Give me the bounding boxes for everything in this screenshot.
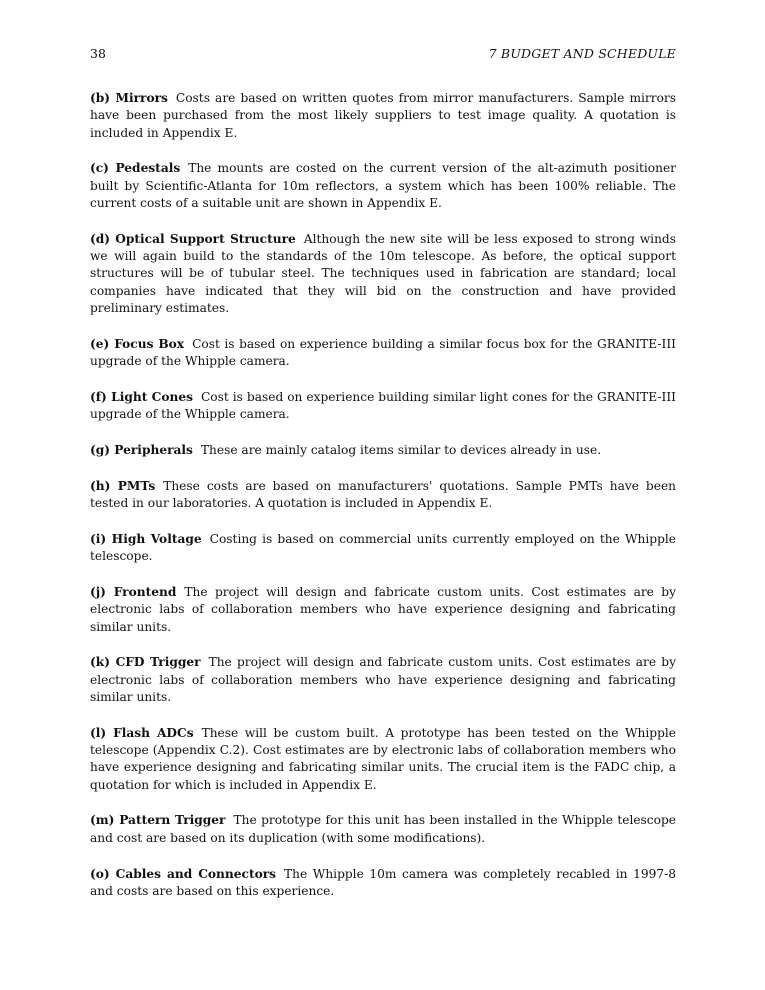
budget-items-list xyxy=(90,90,676,900)
item-text: The Whipple 10m camera was completely recabled in 1997-8 and costs are based on this experience. xyxy=(90,866,676,898)
item-label: (c) Pedestals xyxy=(90,161,181,176)
item-text: The project will design and fabricate custom units. Cost estimates are by electronic labs of collaboration members who have experience designing and fabricating similar units. xyxy=(90,584,676,634)
item-text: The prototype for this unit has been installed in the Whipple telescope and cost are based on its duplication (with some modifications). xyxy=(90,813,676,845)
budget-item-cables-and-connectors xyxy=(90,866,676,901)
budget-item-flash-adcs xyxy=(90,725,676,794)
budget-item-focus-box xyxy=(90,336,676,371)
budget-item-frontend xyxy=(90,584,676,636)
budget-item-pedestals xyxy=(90,160,676,212)
item-text: Although the new site will be less exposed to strong winds we will again build to the standards of the 10m telescope. As before, the optical support structures will be of tubular steel. The techniques used in fabrication are standard; local companies have indicated that they will bid on the construction and have provided preliminary estimates. xyxy=(90,231,676,315)
budget-item-high-voltage xyxy=(90,531,676,566)
item-label: (k) CFD Trigger xyxy=(90,655,201,670)
item-label: (d) Optical Support Structure xyxy=(90,231,296,246)
budget-item-cfd-trigger xyxy=(90,654,676,706)
item-text: Costs are based on written quotes from mirror manufacturers. Sample mirrors have been purchased from the most likely suppliers to test image quality. A quotation is included in Appendix E. xyxy=(90,91,676,140)
budget-item-pattern-trigger xyxy=(90,812,676,847)
budget-item-pmts xyxy=(90,478,676,513)
item-label: (l) Flash ADCs xyxy=(90,725,194,740)
budget-item-light-cones xyxy=(90,389,676,424)
item-text: The project will design and fabricate custom units. Cost estimates are by electronic labs of collaboration members who have experience designing and fabricating similar units. xyxy=(90,655,676,704)
budget-item-optical-support-structure xyxy=(90,231,676,317)
item-text: Cost is based on experience building a similar focus box for the GRANITE-III upgrade of the Whipple camera. xyxy=(90,336,676,369)
item-label: (o) Cables and Connectors xyxy=(90,866,276,881)
item-label: (g) Peripherals xyxy=(90,442,193,457)
item-label: (b) Mirrors xyxy=(90,91,168,105)
item-label: (h) PMTs xyxy=(90,478,156,493)
item-text: These are mainly catalog items similar to devices already in use. xyxy=(200,442,602,457)
item-text: These will be custom built. A prototype has been tested on the Whipple telescope (Appendix C.2). Cost estimates are by electronic labs of collaboration members who have experience designing and fabricating similar units. The crucial item is the FADC chip, a quotation for which is included in Appendix E. xyxy=(90,725,676,792)
item-label: (m) Pattern Trigger xyxy=(90,813,226,828)
document-page xyxy=(90,46,676,919)
section-title: 7 BUDGET AND SCHEDULE xyxy=(488,46,676,61)
budget-item-peripherals xyxy=(90,442,676,459)
item-text: The mounts are costed on the current version of the alt-azimuth positioner built by Scientific-Atlanta for 10m reflectors, a system which has been 100% reliable. The current costs of a suitable unit are shown in Appendix E. xyxy=(90,161,676,210)
item-text: Cost is based on experience building similar light cones for the GRANITE-III upgrade of the Whipple camera. xyxy=(90,389,676,422)
item-label: (f) Light Cones xyxy=(90,389,193,404)
item-label: (j) Frontend xyxy=(90,584,177,599)
item-text: Costing is based on commercial units currently employed on the Whipple telescope. xyxy=(90,531,676,564)
budget-item-mirrors xyxy=(90,90,676,142)
page-number: 38 xyxy=(90,46,106,61)
item-label: (e) Focus Box xyxy=(90,336,185,351)
item-label: (i) High Voltage xyxy=(90,531,202,546)
page-header xyxy=(90,46,676,66)
item-text: These costs are based on manufacturers' quotations. Sample PMTs have been tested in our laboratories. A quotation is included in Appendix E. xyxy=(90,478,677,511)
